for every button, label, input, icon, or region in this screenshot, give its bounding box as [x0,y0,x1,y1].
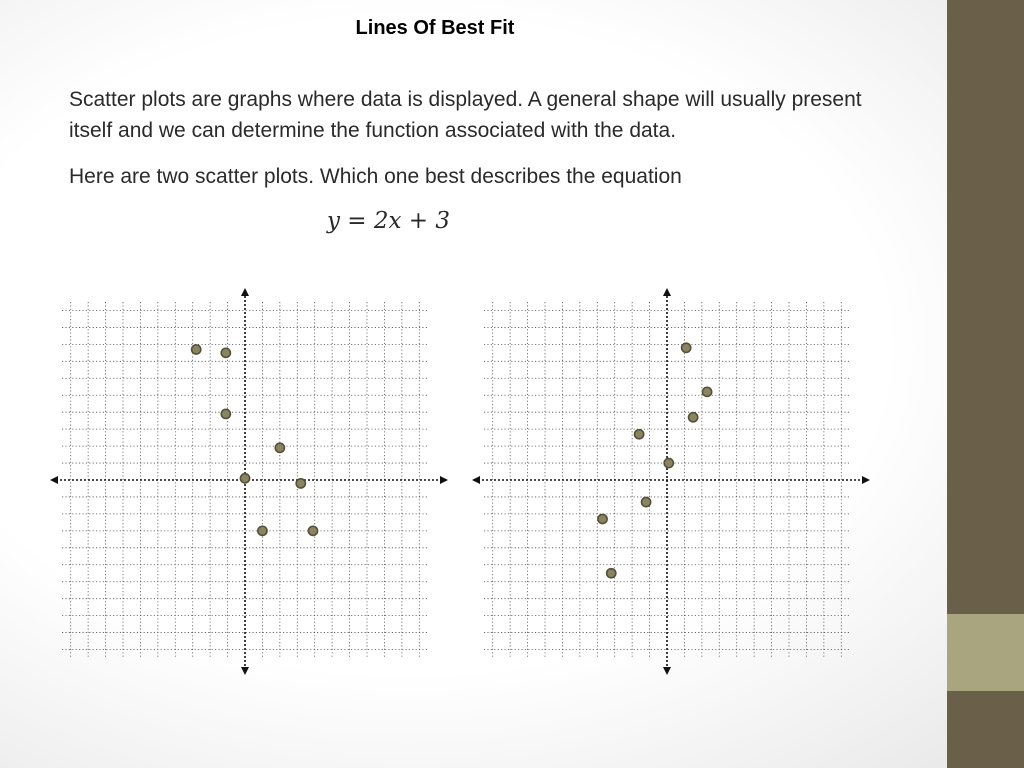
data-point [664,458,673,467]
scatter-plot-right [468,284,874,679]
data-point [192,345,201,354]
x-axis-arrow-right [862,476,870,484]
data-point [598,514,607,523]
x-axis-arrow-right [440,476,448,484]
data-point [221,409,230,418]
data-point [641,497,650,506]
y-axis-arrow-down [241,667,249,675]
sidebar-accent-block [947,614,1024,691]
data-point [682,343,691,352]
question-paragraph: Here are two scatter plots. Which one best describes the equation [69,165,682,188]
equation: y = 2x + 3 [327,208,451,234]
data-point [607,569,616,578]
data-point [635,430,644,439]
data-point [702,387,711,396]
x-axis-arrow-left [50,476,58,484]
data-point [296,479,305,488]
data-point [308,526,317,535]
data-point [240,474,249,483]
intro-paragraph: Scatter plots are graphs where data is displayed. A general shape will usually present itself and we can determine the function associated with the data. [69,88,862,142]
y-axis-arrow-up [241,288,249,296]
y-axis-arrow-down [663,667,671,675]
data-point [258,526,267,535]
data-point [221,348,230,357]
data-point [275,443,284,452]
slide-title: Lines Of Best Fit [355,17,515,39]
x-axis-arrow-left [472,476,480,484]
data-point [689,413,698,422]
y-axis-arrow-up [663,288,671,296]
scatter-plot-left [46,284,452,679]
